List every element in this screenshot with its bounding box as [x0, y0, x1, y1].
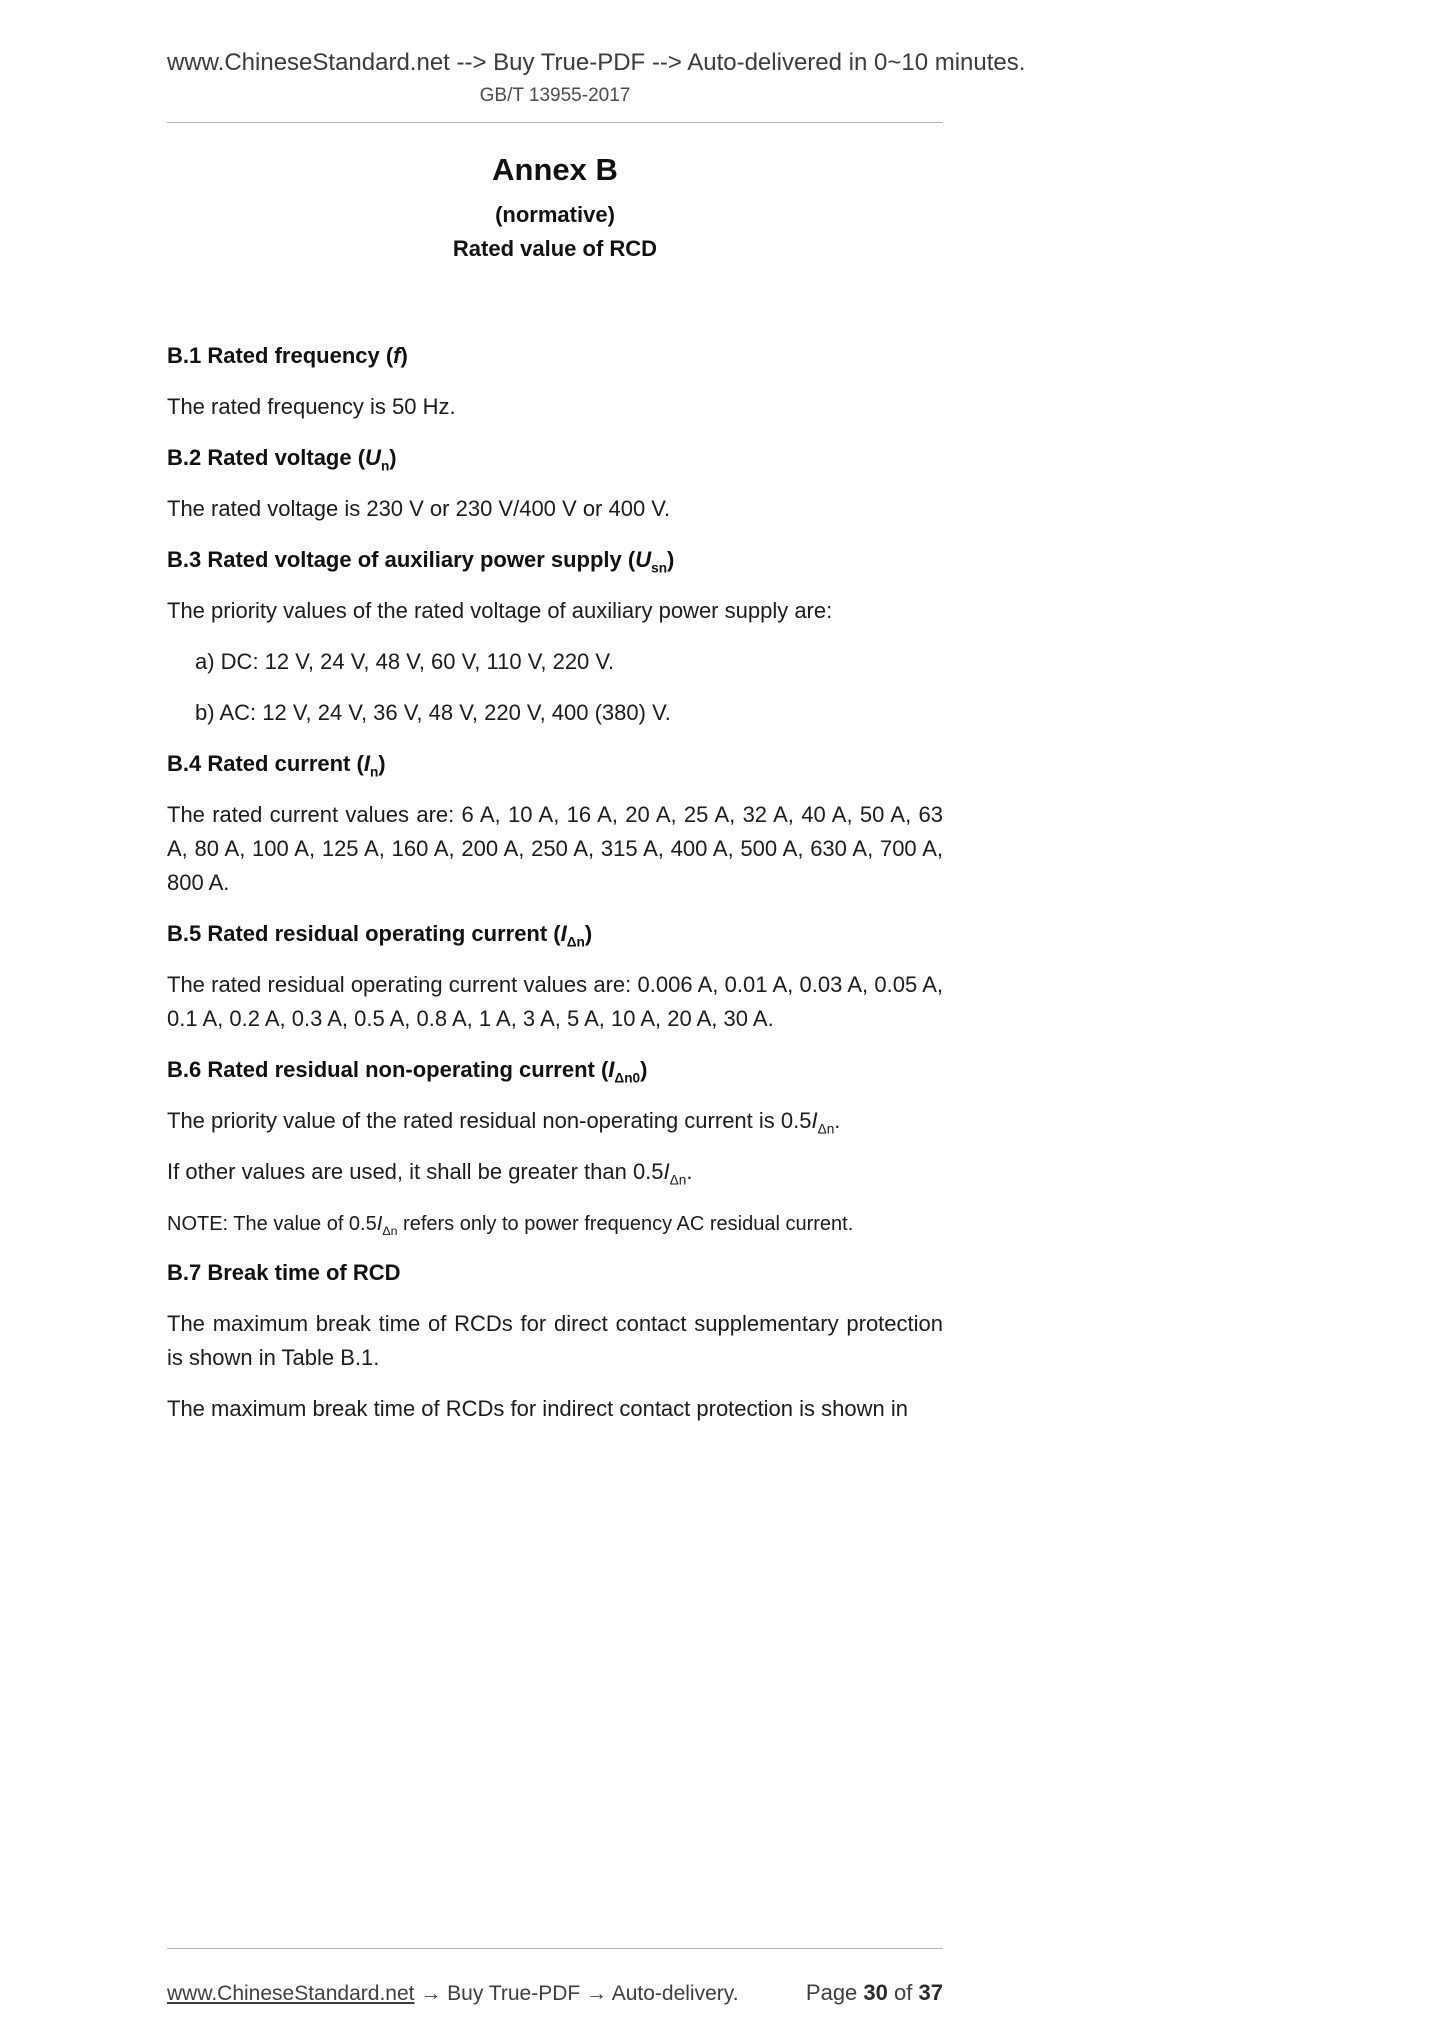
section-b3-heading: B.3 Rated voltage of auxiliary power supply $(U_{sn})$ [167, 547, 675, 576]
section-b7-heading: B.7 Break time of RCD [167, 1260, 401, 1285]
section-b3-list-item-a: a) DC: 12 V, 24 V, 48 V, 60 V, 110 V, 220 V. [195, 649, 615, 674]
footer-divider [167, 1948, 943, 1949]
section-b6-paragraph-2: If other values are used, it shall be greater than $0.5I_{\Delta n}$. [167, 1159, 693, 1188]
page-content [167, 0, 1026, 1426]
page-label: Page [805, 1980, 858, 2005]
footer-page-indicator [806, 1979, 943, 2007]
footer-links [167, 1980, 739, 2008]
section-b3-list-item-b: b) AC: 12 V, 24 V, 36 V, 48 V, 220 V, 400 (380) V. [195, 700, 671, 725]
footer-row [167, 1979, 943, 2008]
page-footer [167, 1934, 943, 2008]
annex-subject: Rated value of RCD [452, 236, 658, 261]
section-b7-paragraph-2: The maximum break time of RCDs for indirect contact protection is shown in [167, 1396, 908, 1421]
section-b6-paragraph-1: The priority value of the rated residual non-operating current is $0.5I_{\Delta n}$. [167, 1108, 841, 1137]
section-b5-paragraph: The rated residual operating current values are: 0.006 A, 0.01 A, 0.03 A, 0.05 A, 0.1 A, 0.2 A, 0.3 A, 0.5 A, 0.8 A, 1 A, 3 A, 5 A, 10 A, 20 A, 30 A. [167, 972, 943, 1031]
footer-path-text: → Buy True-PDF → Auto-delivery. [414, 1982, 739, 2005]
footer-site-link[interactable]: www.ChineseStandard.net [167, 1982, 415, 2005]
section-b1-heading: B.1 Rated frequency (f) [167, 343, 408, 368]
page-current: 30 [863, 1980, 888, 2005]
section-b4-heading: B.4 Rated current $(I_n)$ [167, 751, 386, 780]
section-b3-paragraph: The priority values of the rated voltage of auxiliary power supply are: [167, 598, 833, 623]
section-b6-heading: B.6 Rated residual non-operating current $(I_{\Delta n0})$ [167, 1057, 648, 1086]
section-b5-heading: B.5 Rated residual operating current $(I_{\Delta n})$ [167, 921, 593, 950]
annex-title: Annex B [492, 152, 618, 187]
header-standard-number: GB/T 13955-2017 [479, 85, 631, 106]
section-b1-paragraph: The rated frequency is 50 Hz. [167, 394, 456, 419]
page-of-label: of [894, 1980, 913, 2005]
section-b6-note: NOTE: The value of $0.5I_{\Delta n}$ refers only to power frequency AC residual current. [167, 1213, 854, 1238]
section-b2-paragraph: The rated voltage is 230 V or 230 V/400 V or 400 V. [167, 496, 671, 521]
header-divider [167, 122, 943, 123]
section-b2-heading: B.2 Rated voltage $(U_n)$ [167, 445, 397, 474]
document-body [167, 339, 943, 1426]
page-total: 37 [918, 1980, 943, 2005]
section-b7-paragraph-1: The maximum break time of RCDs for direct contact supplementary protection is shown in Table B.1. [167, 1311, 943, 1370]
annex-normative-label: (normative) [495, 202, 615, 227]
section-b4-paragraph: The rated current values are: 6 A, 10 A, 16 A, 20 A, 25 A, 32 A, 40 A, 50 A, 63 A, 80 A, 100 A, 125 A, 160 A, 200 A, 250 A, 315 A, 400 A, 500 A, 630 A, 700 A, 800 A. [167, 802, 943, 895]
header-promo-text: www.ChineseStandard.net --> Buy True-PDF --> Auto-delivered in 0~10 minutes. [167, 49, 1026, 76]
